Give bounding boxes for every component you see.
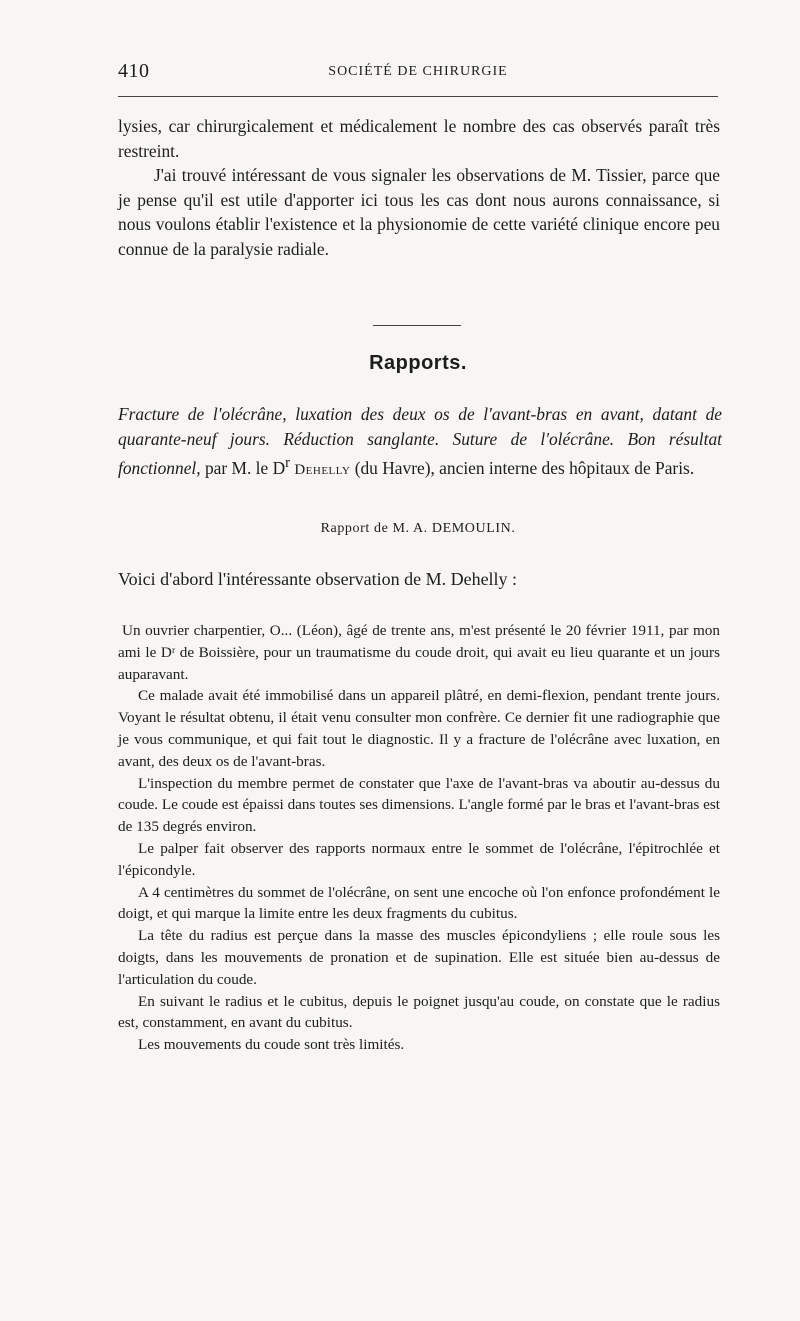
observation-paragraph: La tête du radius est perçue dans la masse des muscles épicondyliens ; elle roule sous les doigts, dans les mouvements de pronation et de supination. Elle est située bien au-dessus de l'articulation du coude. bbox=[118, 927, 720, 988]
observation-paragraph: Un ouvrier charpentier, O... (Léon), âgé de trente ans, m'est présenté le 20 février 1911, par mon ami le Dʳ de Boissière, pour un traumatisme du coude droit, qui avait eu lieu quarante et un jours auparavant. bbox=[118, 622, 720, 683]
observation-text bbox=[118, 620, 720, 1056]
section-title: Rapports. bbox=[369, 352, 467, 374]
report-by-sup: r bbox=[285, 455, 290, 471]
report-title bbox=[118, 402, 722, 482]
report-by: par M. le D bbox=[204, 457, 286, 478]
observation-paragraph: En suivant le radius et le cubitus, depuis le poignet jusqu'au coude, on constate que le radius est, constamment, en avant du cubitus. bbox=[118, 992, 720, 1032]
intro-paragraph: J'ai trouvé intéressant de vous signaler les observations de M. Tissier, parce que je pense qu'il est utile d'apporter ici tous les cas dont nous aurons connaissance, si nous voulons établir l'existence et la physionomie de cette variété clinique encore peu connue de la paralysie radiale. bbox=[118, 165, 720, 259]
observation-paragraph: Le palper fait observer des rapports normaux entre le sommet de l'olécrâne, l'épitrochlée et l'épicondyle. bbox=[118, 839, 720, 879]
header-rule bbox=[118, 96, 718, 97]
observation-paragraph: A 4 centimètres du sommet de l'olécrâne, on sent une encoche où l'on enfonce profondément le doigt, et qui marque la limite entre les deux fragments du cubitus. bbox=[118, 883, 720, 923]
page-number: 410 bbox=[118, 60, 150, 82]
section-divider bbox=[373, 325, 461, 326]
observation-paragraph: Les mouvements du coude sont très limités. bbox=[138, 1036, 405, 1054]
running-head: SOCIÉTÉ DE CHIRURGIE bbox=[328, 64, 508, 79]
rapporteur-line: Rapport de M. A. DEMOULIN. bbox=[320, 521, 516, 536]
page-header bbox=[118, 60, 718, 84]
intro-paragraph: lysies, car chirurgicalement et médicalement le nombre des cas observés paraît très restreint. bbox=[118, 116, 720, 161]
observation-paragraph: Ce malade avait été immobilisé dans un appareil plâtré, en demi-flexion, pendant trente jours. Voyant le résultat obtenu, il était venu consulter mon confrère. Ce dernier fit une radiographie que je vous communique, et qui fait tout le diagnostic. Il y a fracture de l'olécrâne avec luxation, en avant, des deux os de l'avant-bras. bbox=[118, 687, 720, 770]
report-author-rest: (du Havre), ancien interne des hôpitaux de Paris. bbox=[354, 457, 695, 478]
intro-text bbox=[118, 114, 720, 262]
report-title-italic: Fracture de l'olécrâne, luxation des deux os de l'avant-bras en avant, datant de quarante-neuf jours. Réduction sanglante. Suture de l'olécrâne. Bon résultat fonctionnel, bbox=[118, 404, 722, 478]
lead-sentence: Voici d'abord l'intéressante observation de M. Dehelly : bbox=[118, 569, 518, 589]
report-author: Dehelly bbox=[294, 461, 351, 478]
observation-paragraph: L'inspection du membre permet de constater que l'axe de l'avant-bras va aboutir au-dessus du coude. Le coude est épaissi dans toutes ses dimensions. L'angle formé par le bras et l'avant-bras est de 135 degrés environ. bbox=[118, 774, 720, 836]
report-heading bbox=[118, 402, 722, 482]
